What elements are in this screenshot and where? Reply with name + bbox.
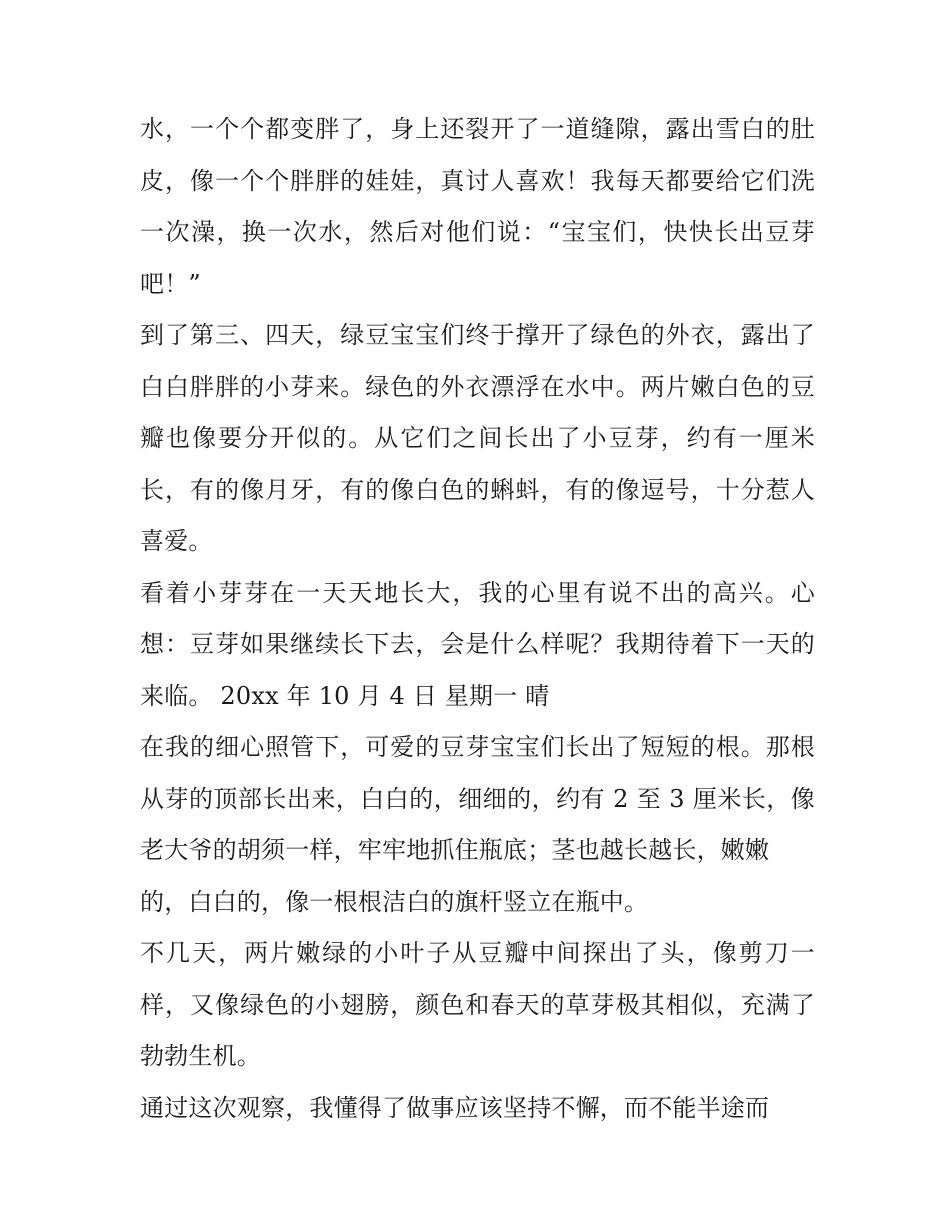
text-line-15: 老大爷的胡须一样，牢牢地抓住瓶底；茎也越长越长，嫩嫩 <box>140 836 770 864</box>
text-line-13: 在我的细心照管下，可爱的豆芽宝宝们长出了短短的根。那根 <box>140 733 815 761</box>
text-line-4: 吧！” <box>140 269 201 298</box>
text-line-3: 一次澡，换一次水，然后对他们说：“宝宝们，快快长出豆芽 <box>140 218 815 246</box>
text-line-2: 皮，像一个个胖胖的娃娃，真讨人喜欢！我每天都要给它们洗 <box>140 166 815 195</box>
text-line-18: 样，又像绿色的小翅膀，颜色和春天的草芽极其相似，充满了 <box>140 990 815 1019</box>
text-line-9: 喜爱。 <box>140 527 213 555</box>
text-line-16: 的，白白的，像一根根洁白的旗杆竖立在瓶中。 <box>140 887 649 916</box>
text-line-11: 想：豆芽如果继续长下去，会是什么样呢？我期待着下一天的 <box>140 630 815 658</box>
text-line-7: 瓣也像要分开似的。从它们之间长出了小豆芽，约有一厘米 <box>140 424 815 452</box>
text-line-19: 勃勃生机。 <box>140 1042 261 1070</box>
text-line-1: 水，一个个都变胖了，身上还裂开了一道缝隙，露出雪白的肚 <box>140 115 815 143</box>
text-line-8: 长，有的像月牙，有的像白色的蝌蚪，有的像逗号，十分惹人 <box>140 475 815 504</box>
text-line-20: 通过这次观察，我懂得了做事应该坚持不懈，而不能半途而 <box>140 1093 770 1122</box>
document-body <box>140 104 815 1134</box>
text-line-12: 来临。 20xx 年 10 月 4 日 星期一 晴 <box>140 681 550 710</box>
text-line-5: 到了第三、四天，绿豆宝宝们终于撑开了绿色的外衣，露出了 <box>140 321 815 349</box>
text-line-6: 白白胖胖的小芽来。绿色的外衣漂浮在水中。两片嫩白色的豆 <box>140 372 815 401</box>
text-line-14: 从芽的顶部长出来，白白的，细细的，约有 2 至 3 厘米长，像 <box>140 784 815 813</box>
text-line-10: 看着小芽芽在一天天地长大，我的心里有说不出的高兴。心 <box>140 578 815 607</box>
text-line-17: 不几天，两片嫩绿的小叶子从豆瓣中间探出了头，像剪刀一 <box>140 939 815 967</box>
